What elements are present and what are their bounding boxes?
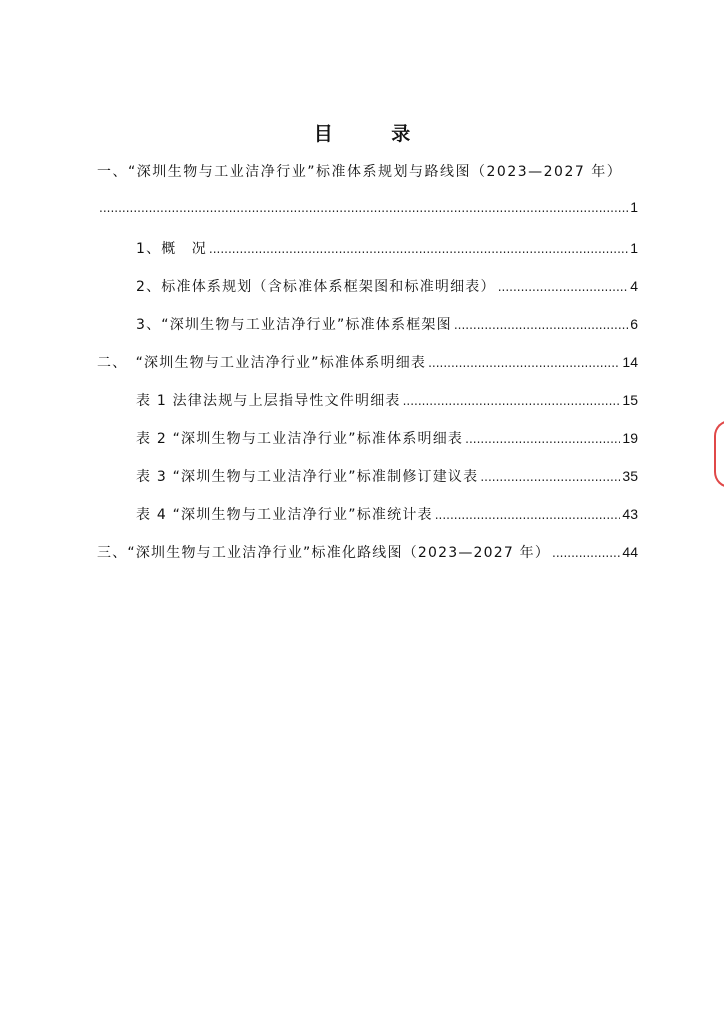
dot-leader [465, 432, 620, 446]
toc-entry-page: 43 [622, 506, 638, 522]
toc-entry-text: 1、概 况 [136, 241, 207, 257]
toc-entry-page: 35 [622, 468, 638, 484]
toc-entry-4[interactable] [136, 314, 638, 334]
toc-entry-1-page: 1 [630, 199, 638, 215]
toc-entry-page: 15 [622, 392, 638, 408]
toc-entry-page: 4 [630, 278, 638, 294]
red-seal-edge [714, 420, 724, 488]
toc-entry-7[interactable] [136, 428, 638, 448]
toc-entry-page: 14 [622, 354, 638, 370]
toc-entry-3[interactable] [136, 276, 638, 296]
toc-entry-text: 2、标准体系规划（含标准体系框架图和标准明细表） [136, 279, 496, 295]
dot-leader [435, 508, 621, 522]
toc-entry-9[interactable] [136, 504, 638, 524]
toc-entry-page: 1 [630, 240, 638, 256]
dot-leader [498, 280, 628, 294]
toc-entry-2[interactable] [136, 238, 638, 258]
toc-entry-8[interactable] [136, 466, 638, 486]
toc-entry-10[interactable] [97, 542, 638, 562]
toc-entry-text: 表 4 “深圳生物与工业洁净行业”标准统计表 [136, 507, 433, 523]
toc-entry-text: 三、“深圳生物与工业洁净行业”标准化路线图（2023—2027 年） [97, 545, 551, 561]
toc-entry-text: 表 2 “深圳生物与工业洁净行业”标准体系明细表 [136, 431, 464, 447]
dot-leader [99, 201, 630, 215]
dot-leader [480, 470, 620, 484]
dot-leader [209, 242, 628, 256]
toc-entry-1-leader-row [99, 199, 638, 215]
toc-entry-text: 3、“深圳生物与工业洁净行业”标准体系框架图 [136, 317, 452, 333]
toc-title: 目 录 [313, 123, 437, 145]
toc-entry-1-text[interactable]: 一、“深圳生物与工业洁净行业”标准体系规划与路线图（2023—2027 年） [97, 164, 623, 180]
toc-entry-text: 表 1 法律法规与上层指导性文件明细表 [136, 393, 401, 409]
dot-leader [454, 318, 628, 332]
toc-entry-page: 6 [630, 316, 638, 332]
dot-leader [403, 394, 621, 408]
toc-entry-text: 表 3 “深圳生物与工业洁净行业”标准制修订建议表 [136, 469, 479, 485]
toc-entry-text: 二、 “深圳生物与工业洁净行业”标准体系明细表 [97, 355, 427, 371]
toc-entry-page: 44 [622, 544, 638, 560]
toc-entry-page: 19 [622, 430, 638, 446]
dot-leader [552, 546, 620, 560]
dot-leader [428, 356, 620, 370]
toc-entry-6[interactable] [136, 390, 638, 410]
toc-entry-5[interactable] [97, 352, 638, 372]
